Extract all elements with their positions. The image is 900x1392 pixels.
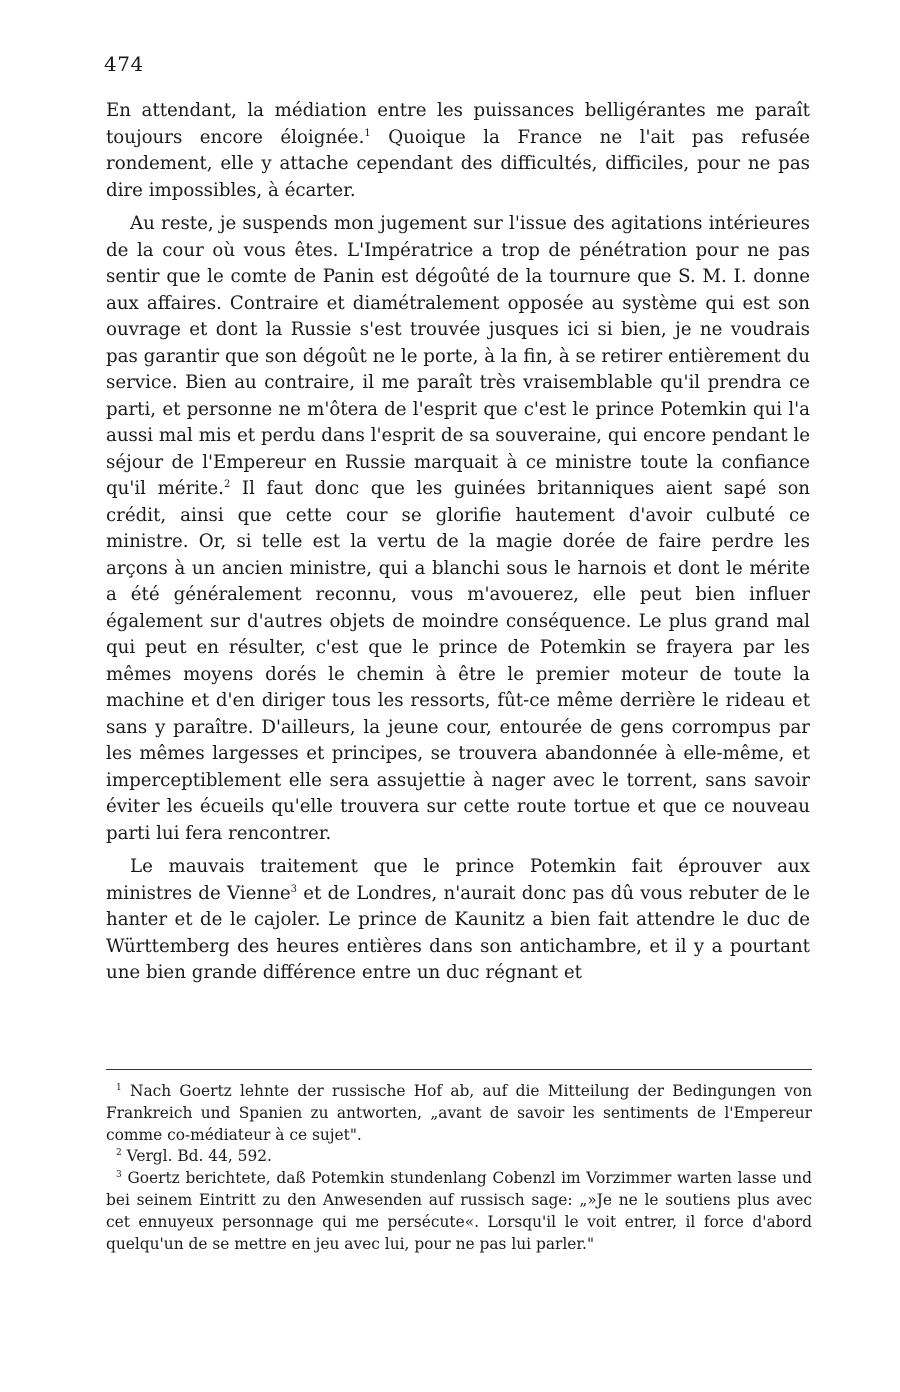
- footnote-3-text: Goertz berichtete, daß Potemkin stundenlang Cobenzl im Vorzimmer warten lasse und bei seinem Eintritt zu den Anwesenden auf russisch sage: „»Je ne le soutiens plus avec cet ennuyeux personnage qui me persécute«. Lorsqu'il le voit entrer, il force d'abord quelqu'un de se mettre en jeu avec lui, pour ne pas lui parler.": [106, 1169, 812, 1253]
- footnote-2-text: Vergl. Bd. 44, 592.: [126, 1147, 272, 1166]
- footnote-mark-2: 2: [116, 1148, 122, 1159]
- footnote-1: [106, 1081, 812, 1146]
- paragraph-1: [106, 98, 810, 204]
- paragraph-3-text-b: et de Londres, n'aurait donc pas dû vous rebuter de le hanter et de le cajoler. Le prince de Kaunitz a bien fait attendre le duc de Württemberg des heures entières dans son antichambre, et il y a pourtant une bien grande différence entre un duc régnant et: [106, 882, 810, 983]
- footnote-divider: [106, 1069, 812, 1070]
- footnote-ref-1: 1: [364, 127, 371, 139]
- paragraph-2-text-a: Au reste, je suspends mon jugement sur l'issue des agitations intérieures de la cour où vous êtes. L'Impératrice a trop de pénétration pour ne pas sentir que le comte de Panin est dégoûté de la tournure que S. M. I. donne aux affaires. Contraire et diamétralement opposée au système qui est son ouvrage et dont la Russie s'est trouvée jusques ici si bien, je ne voudrais pas garantir que son dégoût ne le porte, à la fin, à se retirer entièrement du service. Bien au contraire, il me paraît très vraisemblable qu'il prendra ce parti, et personne ne m'ôtera de l'esprit que c'est le prince Potemkin qui l'a aussi mal mis et perdu dans l'esprit de sa souveraine, qui encore pendant le séjour de l'Empereur en Russie marquait à ce ministre toute la confiance qu'il mérite.: [106, 213, 810, 499]
- main-text: [106, 98, 810, 994]
- footnote-mark-1: 1: [116, 1083, 122, 1093]
- paragraph-1-text-a: En attendant, la médiation entre les puissances belligérantes me paraît toujours encore éloignée.: [106, 100, 810, 148]
- footnote-1-text: Nach Goertz lehnte der russische Hof ab, auf die Mitteilung der Bedingungen von Frankreich und Spanien zu antworten, „avant de savoir les sentiments de l'Empereur comme co-médiateur à ce sujet".: [106, 1082, 812, 1144]
- footnote-ref-2: 2: [223, 479, 231, 490]
- paragraph-1-text-b: Quoique la France ne l'ait pas refusée rondement, elle y attache cependant des difficultés, difficiles, pour ne pas dire impossibles, à écarter.: [106, 126, 810, 201]
- paragraph-2: [106, 211, 810, 847]
- paragraph-3-text-a: Le mauvais traitement que le prince Potemkin fait éprouver aux ministres de Vienne: [106, 856, 810, 904]
- footnote-mark-3: 3: [116, 1170, 122, 1181]
- paragraph-3: [106, 854, 810, 987]
- footnote-3: [106, 1168, 812, 1255]
- footnote-ref-3: 3: [290, 883, 297, 895]
- paragraph-2-text-b: Il faut donc que les guinées britanniques aient sapé son crédit, ainsi que cette cour se glorifie hautement d'avoir culbuté ce ministre. Or, si telle est la vertu de la magie dorée de faire perdre les arçons à un ancien ministre, qui a blanchi sous le harnois et dont le mérite a été généralement reconnu, vous m'avouerez, elle peut bien influer également sur d'autres objets de moindre conséquence. Le plus grand mal qui peut en résulter, c'est que le prince de Potemkin se frayera par les mêmes moyens dorés le chemin à être le premier moteur de toute la machine et d'en diriger tous les ressorts, fût-ce même derrière le rideau et sans y paraître. D'ailleurs, la jeune cour, entourée de gens corrompus par les mêmes largesses et principes, se trouvera abandonnée à elle-même, et imperceptiblement elle sera assujettie à nager avec le torrent, sans savoir éviter les écueils qu'elle trouvera sur cette route tortue et que ce nouveau parti lui fera rencontrer.: [106, 478, 810, 844]
- page-number: 474: [104, 52, 144, 76]
- footnote-2: [106, 1146, 812, 1168]
- footnotes: [106, 1081, 812, 1255]
